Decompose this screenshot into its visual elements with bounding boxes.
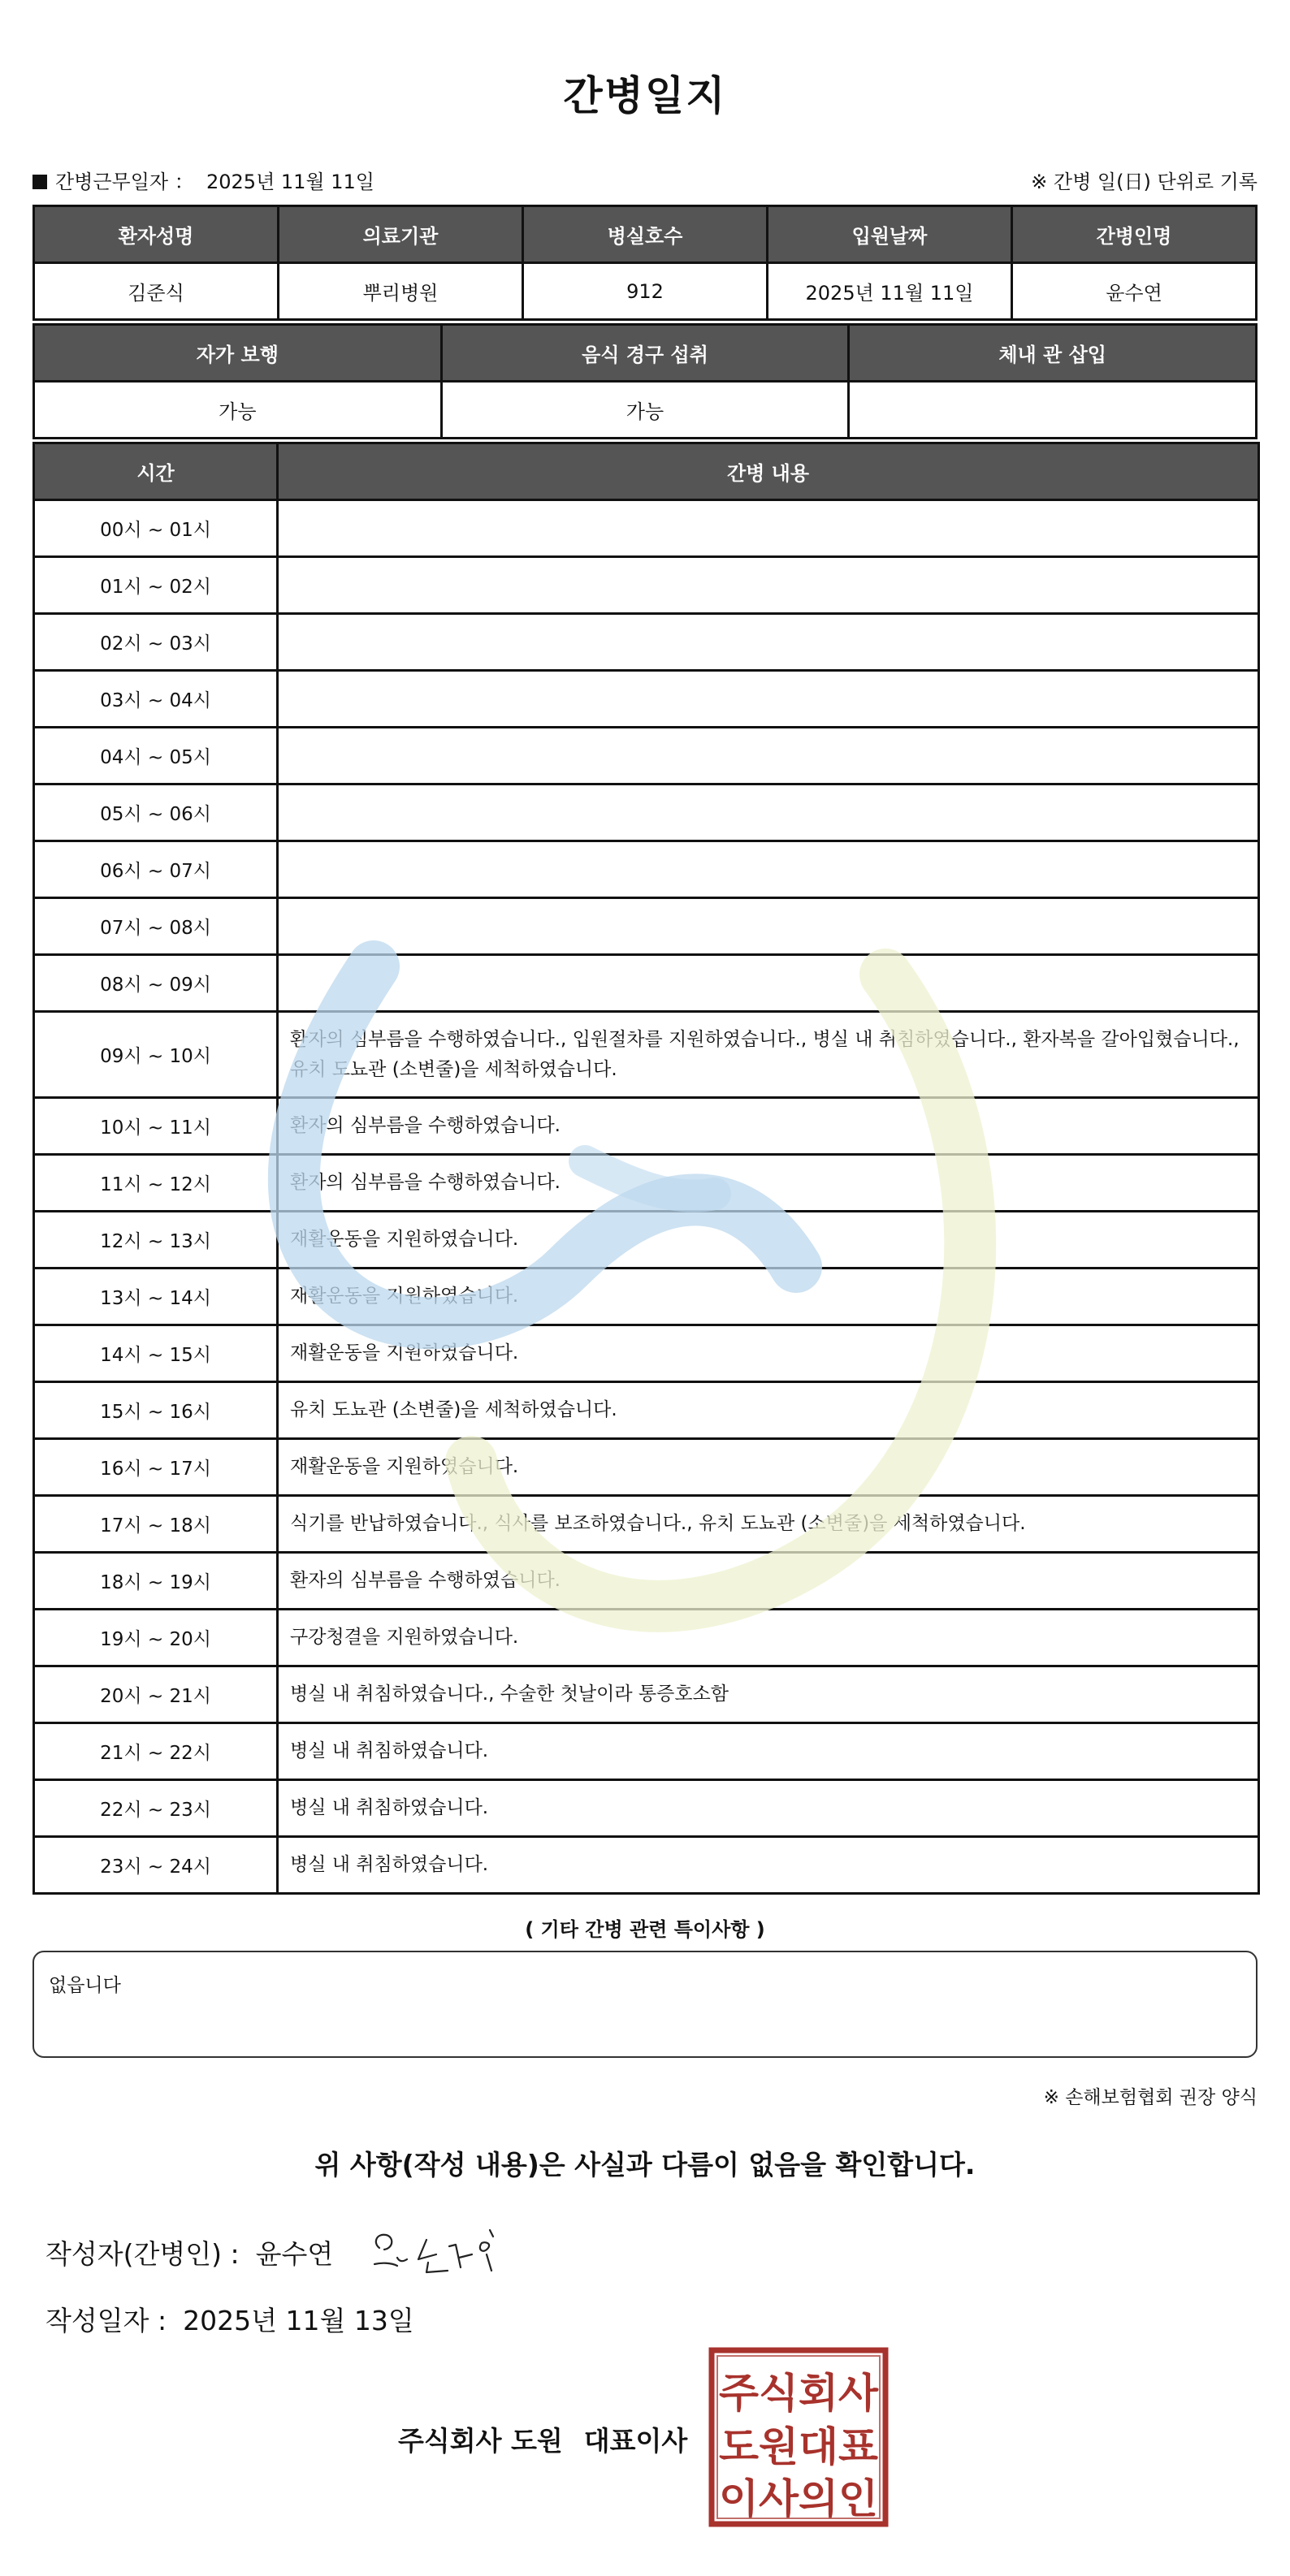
log-row: [34, 671, 1259, 728]
log-row: [34, 1553, 1259, 1610]
seal-line-2: 도원대표: [719, 2423, 879, 2470]
log-row: [34, 841, 1259, 898]
write-date-value: 2025년 11월 13일: [183, 2305, 414, 2336]
log-row: [34, 1382, 1259, 1439]
log-time: 23시 ~ 24시: [34, 1837, 278, 1894]
log-content: 병실 내 취침하였습니다.: [278, 1837, 1259, 1894]
company-name: 주식회사 도원: [398, 2425, 563, 2457]
log-time: 10시 ~ 11시: [34, 1098, 278, 1155]
log-content: 재활운동을 지원하였습니다.: [278, 1439, 1259, 1496]
seal-line-3: 이사의인: [719, 2475, 878, 2522]
log-time: 14시 ~ 15시: [34, 1325, 278, 1382]
log-content: 환자의 심부름을 수행하였습니다.: [278, 1155, 1259, 1212]
log-content: 병실 내 취침하였습니다., 수술한 첫날이라 통증호소함: [278, 1666, 1259, 1723]
header-caregiver-name: 간병인명: [1012, 206, 1257, 263]
log-time: 04시 ~ 05시: [34, 728, 278, 784]
patient-status-table: [32, 323, 1258, 439]
header-admission-date: 입원날짜: [768, 206, 1012, 263]
log-row: [34, 1439, 1259, 1496]
header-tube-insertion: 체내 관 삽입: [849, 325, 1257, 382]
log-content: 재활운동을 지원하였습니다.: [278, 1269, 1259, 1325]
header-time: 시간: [34, 443, 278, 500]
square-bullet-icon: [32, 175, 47, 189]
seal-line-1: 주식회사: [719, 2370, 879, 2417]
log-content: [278, 728, 1259, 784]
log-content: 구강청결을 지원하였습니다.: [278, 1610, 1259, 1666]
log-row: [34, 1723, 1259, 1780]
confirmation-statement: 위 사항(작성 내용)은 사실과 다름이 없음을 확인합니다.: [314, 2149, 976, 2181]
special-notes-text: 없읍니다: [49, 1975, 121, 1996]
care-date-value: 2025년 11월 11일: [206, 171, 374, 193]
oral-intake-value: 가능: [441, 382, 849, 439]
log-content: [278, 898, 1259, 955]
record-unit-note: ※ 간병 일(日) 단위로 기록: [1031, 171, 1258, 193]
log-content: 환자의 심부름을 수행하였습니다., 입원절차를 지원하였습니다., 병실 내 취침하였습니다., 환자복을 갈아입혔습니다., 유치 도뇨관 (소변줄)을 세척하였습니다.: [278, 1012, 1259, 1098]
write-date-line: [45, 2300, 414, 2338]
log-row: [34, 1012, 1259, 1098]
special-notes-box: [32, 1951, 1258, 2058]
log-time: 01시 ~ 02시: [34, 557, 278, 614]
log-time: 07시 ~ 08시: [34, 898, 278, 955]
log-content: [278, 671, 1259, 728]
log-content: 병실 내 취침하였습니다.: [278, 1780, 1259, 1837]
log-time: 05시 ~ 06시: [34, 784, 278, 841]
log-row: [34, 1496, 1259, 1553]
meta-row: [32, 162, 1258, 195]
log-time: 19시 ~ 20시: [34, 1610, 278, 1666]
log-row: [34, 1780, 1259, 1837]
care-date: [32, 166, 374, 194]
log-row: [34, 784, 1259, 841]
log-time: 21시 ~ 22시: [34, 1723, 278, 1780]
log-content: 유치 도뇨관 (소변줄)을 세척하였습니다.: [278, 1382, 1259, 1439]
log-time: 03시 ~ 04시: [34, 671, 278, 728]
log-time: 00시 ~ 01시: [34, 500, 278, 557]
log-time: 16시 ~ 17시: [34, 1439, 278, 1496]
caregiver-name: 윤수연: [1012, 263, 1257, 320]
log-row: [34, 557, 1259, 614]
handwritten-signature: [370, 2222, 516, 2287]
log-time: 22시 ~ 23시: [34, 1780, 278, 1837]
writer-line: [45, 2233, 333, 2271]
log-content: 환자의 심부름을 수행하였습니다.: [278, 1553, 1259, 1610]
log-time: 18시 ~ 19시: [34, 1553, 278, 1610]
log-time: 08시 ~ 09시: [34, 955, 278, 1012]
log-content: 재활운동을 지원하였습니다.: [278, 1325, 1259, 1382]
company-line: [398, 2420, 687, 2458]
log-content: 재활운동을 지원하였습니다.: [278, 1212, 1259, 1269]
log-time: 11시 ~ 12시: [34, 1155, 278, 1212]
header-patient-name: 환자성명: [34, 206, 279, 263]
log-row: [34, 1666, 1259, 1723]
admission-date: 2025년 11월 11일: [768, 263, 1012, 320]
log-row: [34, 728, 1259, 784]
special-notes-title: ( 기타 간병 관련 특이사항 ): [525, 1918, 765, 1941]
log-content: [278, 784, 1259, 841]
header-hospital: 의료기관: [279, 206, 523, 263]
log-content: [278, 557, 1259, 614]
log-time: 15시 ~ 16시: [34, 1382, 278, 1439]
write-date-label: 작성일자 :: [45, 2305, 167, 2336]
writer-name: 윤수연: [255, 2238, 334, 2270]
form-source-note: ※ 손해보험협회 권장 양식: [1043, 2087, 1258, 2108]
log-time: 17시 ~ 18시: [34, 1496, 278, 1553]
page-title: 간병일지: [563, 72, 727, 119]
log-row: [34, 1269, 1259, 1325]
company-title: 대표이사: [583, 2425, 688, 2457]
log-row: [34, 1837, 1259, 1894]
log-content: 병실 내 취침하였습니다.: [278, 1723, 1259, 1780]
log-content: [278, 614, 1259, 671]
log-time: 20시 ~ 21시: [34, 1666, 278, 1723]
log-content: [278, 841, 1259, 898]
care-log-table: [32, 442, 1260, 1895]
hospital-name: 뿌리병원: [279, 263, 523, 320]
care-date-label: 간병근무일자 ：: [55, 171, 194, 193]
room-number: 912: [523, 263, 768, 320]
header-room-number: 병실호수: [523, 206, 768, 263]
log-row: [34, 500, 1259, 557]
log-row: [34, 614, 1259, 671]
log-row: [34, 1325, 1259, 1382]
log-row: [34, 1212, 1259, 1269]
log-row: [34, 955, 1259, 1012]
log-row: [34, 1155, 1259, 1212]
log-time: 13시 ~ 14시: [34, 1269, 278, 1325]
log-content: [278, 955, 1259, 1012]
log-content: [278, 500, 1259, 557]
log-time: 12시 ~ 13시: [34, 1212, 278, 1269]
log-time: 02시 ~ 03시: [34, 614, 278, 671]
writer-label: 작성자(간병인) :: [45, 2238, 240, 2270]
header-oral-intake: 음식 경구 섭취: [441, 325, 849, 382]
self-walking-value: 가능: [34, 382, 442, 439]
tube-insertion-value: [849, 382, 1257, 439]
company-seal-stamp: [707, 2345, 890, 2529]
header-care-content: 간병 내용: [278, 443, 1259, 500]
patient-info-table: [32, 205, 1258, 321]
log-time: 09시 ~ 10시: [34, 1012, 278, 1098]
log-row: [34, 1610, 1259, 1666]
log-content: 식기를 반납하였습니다., 식사를 보조하였습니다., 유치 도뇨관 (소변줄)을 세척하였습니다.: [278, 1496, 1259, 1553]
log-row: [34, 1098, 1259, 1155]
patient-name: 김준식: [34, 263, 279, 320]
log-content: 환자의 심부름을 수행하였습니다.: [278, 1098, 1259, 1155]
header-self-walking: 자가 보행: [34, 325, 442, 382]
log-time: 06시 ~ 07시: [34, 841, 278, 898]
log-row: [34, 898, 1259, 955]
